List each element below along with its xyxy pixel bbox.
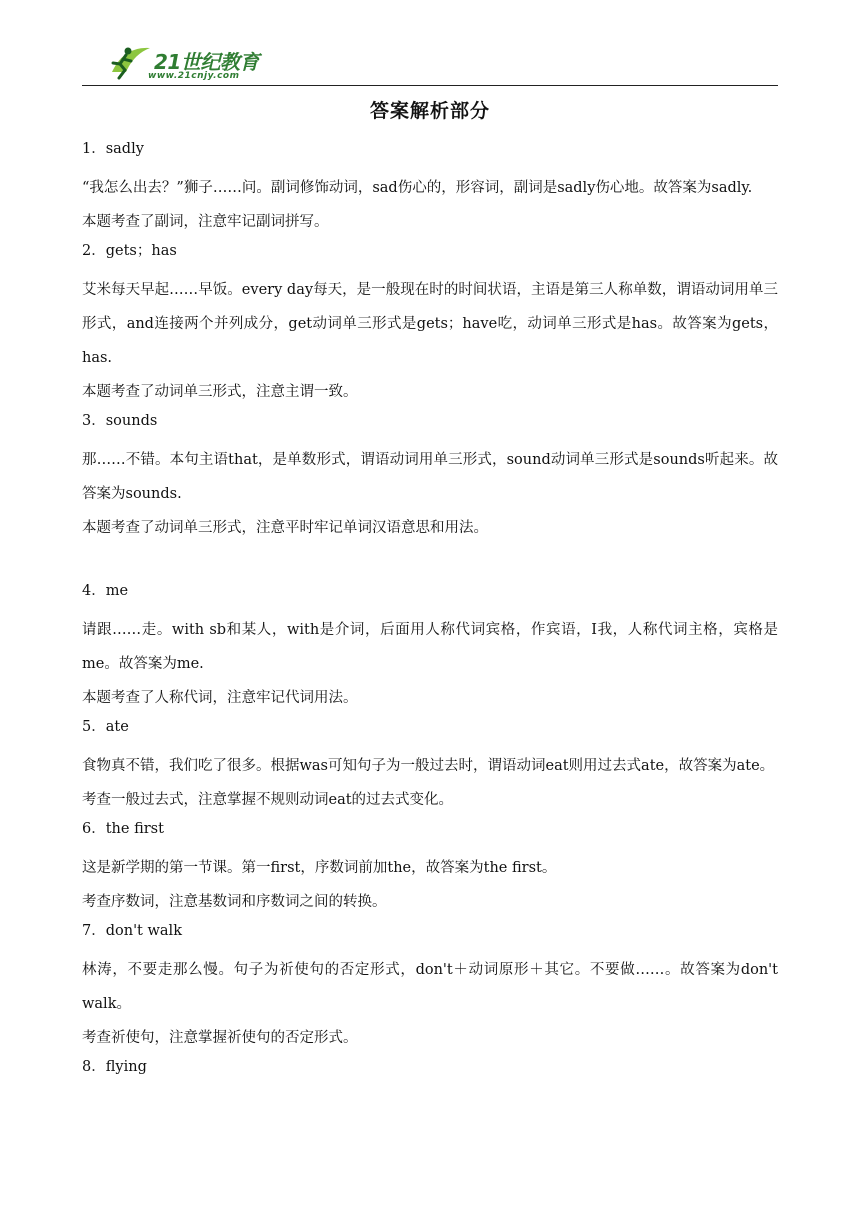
note-text: 考查祈使句，注意掌握祈使句的否定形式。 [82,1030,358,1046]
explanation-text: 请跟……走。with sb和某人，with是介词，后面用人称代词宾格，作宾语，I我，人称代词主格，宾格是me。故答案为me. [82,622,778,672]
blank-spacer [82,545,778,579]
note-text: 本题考查了动词单三形式，注意主谓一致。 [82,384,358,400]
answer-line: 3．sounds [82,413,158,429]
answer-line: 4．me [82,583,129,599]
answer-line: 7．don't walk [82,923,182,939]
runner-logo-icon [104,42,152,82]
answer-item [82,919,778,1055]
answer-item [82,579,778,715]
site-logo [104,42,274,84]
answer-item [82,137,778,239]
note-text: 考查一般过去式，注意掌握不规则动词eat的过去式变化。 [82,792,454,808]
explanation-text: “我怎么出去？”狮子……问。副词修饰动词，sad伤心的，形容词，副词是sadly伤心地。故答案为sadly. [82,180,753,196]
explanation-text: 食物真不错，我们吃了很多。根据was可知句子为一般过去时，谓语动词eat则用过去式ate，故答案为ate。 [82,758,775,774]
answer-line: 2．gets；has [82,243,177,259]
answer-item [82,817,778,919]
note-text: 考查序数词，注意基数词和序数词之间的转换。 [82,894,387,910]
page-header [82,38,778,86]
explanation-text: 林涛，不要走那么慢。句子为祈使句的否定形式，don't＋动词原形＋其它。不要做……。故答案为don't walk。 [82,962,778,1012]
header-divider [82,85,778,86]
note-text: 本题考查了动词单三形式，注意平时牢记单词汉语意思和用法。 [82,520,488,536]
answer-item [82,715,778,817]
explanation-text: 艾米每天早起……早饭。every day每天，是一般现在时的时间状语，主语是第三人称单数，谓语动词用单三形式，and连接两个并列成分，get动词单三形式是gets；have吃，动词单三形式是has。故答案为gets，has. [82,282,778,366]
explanation-text: 这是新学期的第一节课。第一first，序数词前加the，故答案为the first。 [82,860,557,876]
answer-line: 6．the first [82,821,164,837]
answer-item [82,1055,778,1079]
logo-text: 21世纪教育 [154,50,259,74]
answer-list [82,137,778,1089]
explanation-text: 那……不错。本句主语that，是单数形式，谓语动词用单三形式，sound动词单三形式是sounds听起来。故答案为sounds. [82,452,778,502]
page-title: 答案解析部分 [369,100,490,122]
answer-line: 1．sadly [82,141,144,157]
note-text: 本题考查了人称代词，注意牢记代词用法。 [82,690,358,706]
logo-url: www.21cnjy.com [148,71,240,81]
answer-line: 8．flying [82,1059,147,1075]
answer-line: 5．ate [82,719,129,735]
answer-item [82,239,778,409]
note-text: 本题考查了副词，注意牢记副词拼写。 [82,214,329,230]
answer-item [82,409,778,545]
